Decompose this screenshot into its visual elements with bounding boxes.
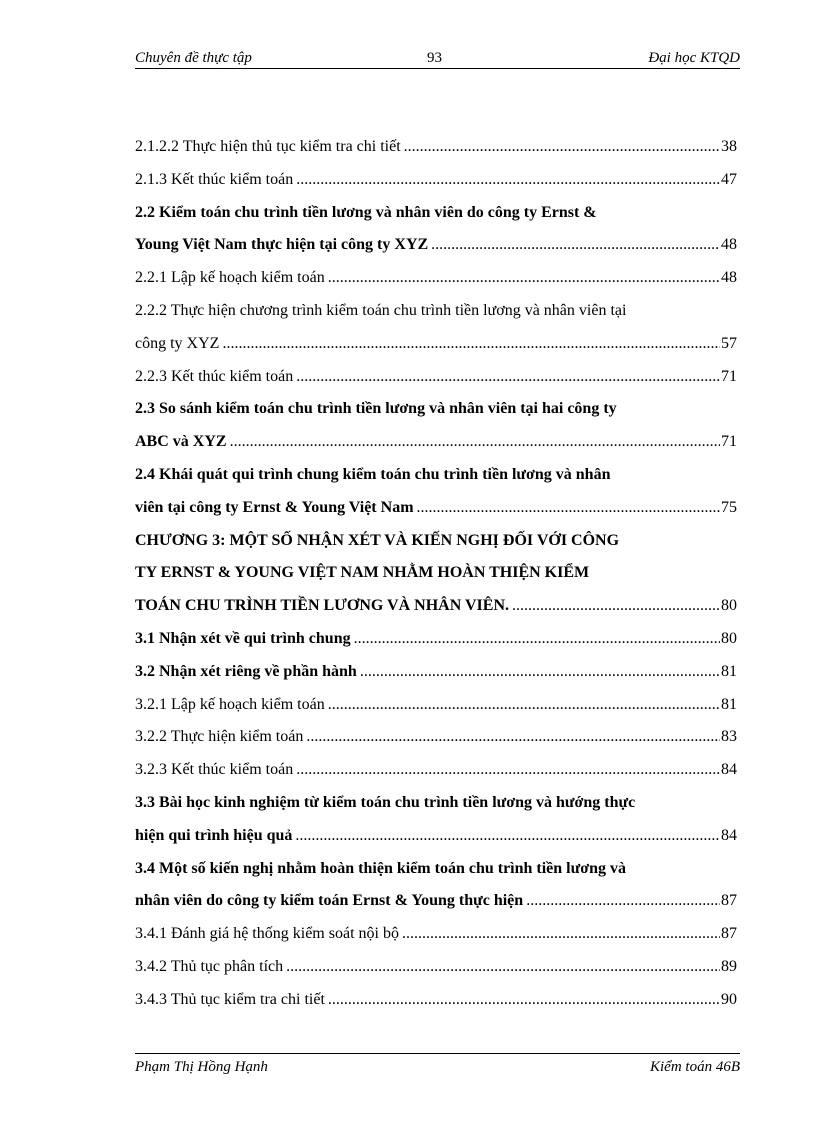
header-document-title: Chuyên đề thực tập	[135, 50, 252, 66]
leader-dots	[296, 164, 720, 197]
leader-dots	[328, 689, 720, 722]
toc-entry-3-2-1[interactable]	[135, 689, 737, 722]
toc-entry-page: 48	[721, 269, 737, 287]
toc-entry-title: công ty XYZ	[135, 334, 220, 352]
toc-entry-3-1[interactable]	[135, 623, 737, 656]
leader-dots	[222, 328, 720, 361]
toc-entry-title: nhân viên do công ty kiểm toán Ernst & Young thực hiện	[135, 892, 524, 910]
toc-entry-2-1-3[interactable]	[135, 164, 737, 197]
toc-entry-2-2-2-line1[interactable]: 2.2.2 Thực hiện chương trình kiểm toán chu trình tiền lương và nhân viên tại	[135, 301, 627, 319]
toc-entry-2-4-line1[interactable]: 2.4 Khái quát qui trình chung kiểm toán chu trình tiền lương và nhân	[135, 465, 611, 483]
toc-entry-title: 3.2.3 Kết thúc kiểm toán	[135, 761, 294, 779]
toc-entry-page: 80	[721, 597, 737, 615]
toc-entry-page: 71	[721, 433, 737, 451]
toc-entry-title: Young Việt Nam thực hiện tại công ty XYZ	[135, 236, 429, 254]
toc-entry-title: ABC và XYZ	[135, 433, 227, 451]
toc-entry-2-2-line1[interactable]: 2.2 Kiểm toán chu trình tiền lương và nhân viên do công ty Ernst &	[135, 203, 597, 221]
footer-class: Kiểm toán 46B	[650, 1059, 740, 1075]
toc-entry-3-2-3[interactable]	[135, 754, 737, 787]
toc-entry-3-4-2[interactable]	[135, 951, 737, 984]
toc-entry-3-2[interactable]	[135, 656, 737, 689]
toc-entry-2-3-line1[interactable]: 2.3 So sánh kiểm toán chu trình tiền lương và nhân viên tại hai công ty	[135, 400, 617, 418]
toc-entry-2-2-2[interactable]	[135, 328, 737, 361]
leader-dots	[402, 918, 720, 951]
leader-dots	[306, 721, 720, 754]
toc-entry-title: 3.4.3 Thủ tục kiểm tra chi tiết	[135, 990, 325, 1008]
toc-entry-title: 3.1 Nhận xét về qui trình chung	[135, 629, 351, 647]
toc-entry-3-3[interactable]	[135, 820, 737, 853]
table-of-contents	[135, 131, 737, 1017]
toc-entry-title: 3.2.2 Thực hiện kiểm toán	[135, 728, 304, 746]
toc-entry-page: 87	[721, 925, 737, 943]
page-header	[135, 48, 740, 69]
leader-dots	[512, 590, 720, 623]
leader-dots	[286, 951, 720, 984]
toc-entry-page: 81	[721, 695, 737, 713]
toc-chapter-3[interactable]	[135, 590, 737, 623]
leader-dots	[295, 820, 720, 853]
toc-entry-3-4-1[interactable]	[135, 918, 737, 951]
leader-dots	[296, 361, 720, 394]
toc-entry-title: 2.2.1 Lập kế hoạch kiểm toán	[135, 269, 325, 287]
toc-entry-page: 87	[721, 892, 737, 910]
toc-entry-title: 3.2.1 Lập kế hoạch kiểm toán	[135, 695, 325, 713]
leader-dots	[328, 262, 720, 295]
footer-author: Phạm Thị Hồng Hạnh	[135, 1059, 268, 1075]
toc-entry-page: 71	[721, 367, 737, 385]
toc-entry-page: 84	[721, 761, 737, 779]
toc-entry-3-4-line1[interactable]: 3.4 Một số kiến nghị nhằm hoàn thiện kiểm toán chu trình tiền lương và	[135, 859, 626, 877]
toc-entry-title: 3.4.2 Thủ tục phân tích	[135, 957, 284, 975]
toc-entry-page: 48	[721, 236, 737, 254]
header-institution: Đại học KTQD	[648, 50, 740, 66]
page-footer	[135, 1053, 740, 1075]
leader-dots	[526, 885, 720, 918]
leader-dots	[417, 492, 720, 525]
toc-entry-page: 75	[721, 498, 737, 516]
toc-entry-page: 84	[721, 826, 737, 844]
page-number: 93	[427, 50, 442, 66]
toc-entry-title: hiện qui trình hiệu quả	[135, 826, 293, 844]
toc-entry-title: 3.2 Nhận xét riêng về phần hành	[135, 662, 357, 680]
toc-entry-3-4[interactable]	[135, 885, 737, 918]
toc-entry-title: TOÁN CHU TRÌNH TIỀN LƯƠNG VÀ NHÂN VIÊN.	[135, 597, 509, 615]
toc-entry-title: 2.1.2.2 Thực hiện thủ tục kiểm tra chi tiết	[135, 138, 401, 155]
toc-entry-page: 57	[721, 334, 737, 352]
toc-entry-3-2-2[interactable]	[135, 721, 737, 754]
toc-chapter-3-line1[interactable]: CHƯƠNG 3: MỘT SỐ NHẬN XÉT VÀ KIẾN NGHỊ ĐỐI VỚI CÔNG	[135, 531, 620, 549]
toc-entry-title: viên tại công ty Ernst & Young Việt Nam	[135, 498, 414, 516]
toc-entry-title: 2.2.3 Kết thúc kiểm toán	[135, 367, 294, 385]
toc-entry-title: 2.1.3 Kết thúc kiểm toán	[135, 170, 294, 188]
toc-chapter-3-line2[interactable]: TY ERNST & YOUNG VIỆT NAM NHẰM HOÀN THIỆN KIỂM	[135, 564, 590, 582]
toc-entry-page: 81	[721, 662, 737, 680]
toc-entry-page: 89	[721, 957, 737, 975]
toc-entry-3-4-3[interactable]	[135, 984, 737, 1017]
leader-dots	[296, 754, 720, 787]
leader-dots	[404, 131, 720, 164]
toc-entry-page: 38	[721, 138, 737, 155]
leader-dots	[230, 426, 720, 459]
leader-dots	[431, 229, 720, 262]
toc-entry-page: 83	[721, 728, 737, 746]
toc-entry-page: 80	[721, 629, 737, 647]
toc-entry-title: 3.4.1 Đánh giá hệ thống kiểm soát nội bộ	[135, 925, 399, 943]
toc-entry-2-2[interactable]	[135, 229, 737, 262]
leader-dots	[354, 623, 720, 656]
toc-entry-page: 90	[721, 990, 737, 1008]
toc-entry-2-2-1[interactable]	[135, 262, 737, 295]
toc-entry-2-4[interactable]	[135, 492, 737, 525]
leader-dots	[328, 984, 720, 1017]
toc-entry-page: 47	[721, 170, 737, 188]
toc-entry-3-3-line1[interactable]: 3.3 Bài học kinh nghiệm từ kiểm toán chu trình tiền lương và hướng thực	[135, 793, 636, 811]
leader-dots	[360, 656, 720, 689]
toc-entry-2-2-3[interactable]	[135, 361, 737, 394]
toc-entry-2-3[interactable]	[135, 426, 737, 459]
toc-entry-2-1-2-2[interactable]	[135, 131, 737, 164]
